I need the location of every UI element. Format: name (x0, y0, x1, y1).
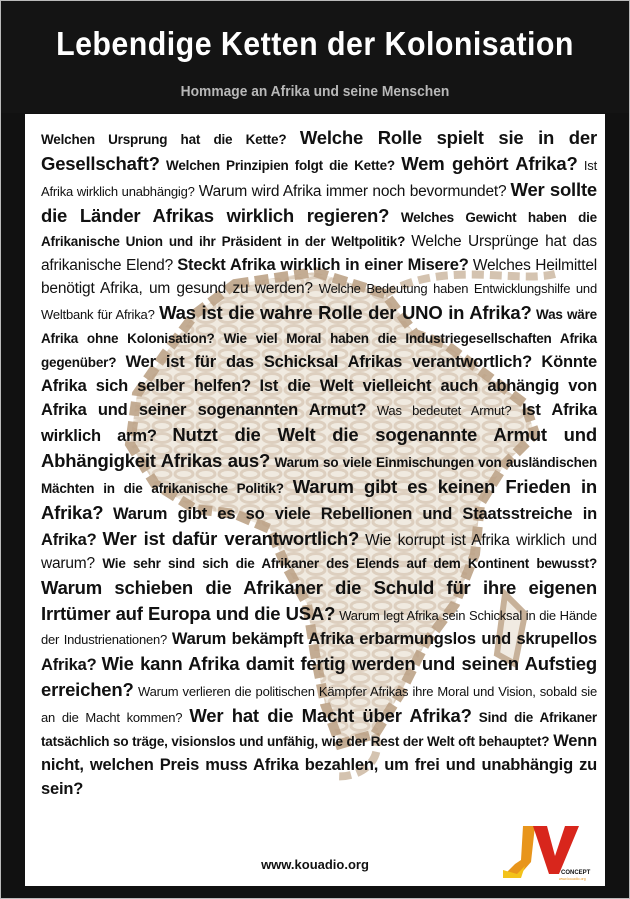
question-2: Welche Rolle spielt sie in der Gesellschaft? (41, 127, 597, 174)
question-31: Wie kann Afrika damit fertig werden und seinen Aufstieg erreichen? (41, 653, 597, 700)
logo-url: www.kouadio.org (559, 877, 586, 881)
question-23: Warum gibt es keinen Frieden in Afrika? (41, 475, 598, 523)
question-18: Ist die Welt vielleicht auch abhängig von Afrika und seiner sogenannten Armut? (41, 377, 597, 419)
question-34: Sind die Afrikaner tatsächlich so träge, visionslos und unfähig, wie der Rest der Welt oft behauptet? (41, 709, 597, 749)
page-title: Lebendige Ketten der Kolonisation (56, 25, 574, 62)
question-20: Ist Afrika wirklich arm? (41, 400, 597, 445)
question-12: Welche Bedeutung haben Entwicklungshilfe und Weltbank für Afrika? (41, 281, 597, 323)
question-28: Warum schieben die Afrikaner die Schuld für ihre eigenen Irrtümer auf Europa und die USA? (41, 577, 597, 625)
content-panel (25, 114, 605, 886)
question-text-block (41, 126, 597, 801)
question-33: Wer hat die Macht über Afrika? (189, 704, 472, 726)
question-6: Warum wird Afrika immer noch bevormundet? (198, 182, 507, 200)
question-24: Warum gibt es so viele Rebellionen und Staatsstreiche in Afrika? (41, 504, 597, 549)
question-26: Wie korrupt ist Afrika wirklich und warum? (41, 531, 597, 573)
question-7: Wer sollte die Länder Afrikas wirklich regieren? (41, 178, 597, 226)
question-32: Warum verlieren die politischen Kämpfer Afrikas ihre Moral und Vision, sobald sie an die Macht kommen? (41, 683, 597, 725)
question-1: Welchen Ursprung hat die Kette? (41, 132, 287, 147)
question-8: Welches Gewicht haben die Afrikanische Union und ihr Präsident in der Weltpolitik? (41, 209, 597, 249)
header (1, 1, 629, 113)
question-13: Was ist die wahre Rolle der UNO in Afrika? (159, 302, 532, 324)
question-21: Nutzt die Welt die sogenannte Armut und Abhängigkeit Afrikas aus? (41, 423, 597, 471)
question-9: Welche Ursprünge hat das afrikanische Elend? (41, 232, 597, 274)
question-29: Warum legt Afrika sein Schicksal in die Hände der Industrienationen? (41, 608, 597, 648)
jv-concept-logo-icon (495, 822, 591, 882)
question-3: Welchen Prinzipien folgt die Kette? (166, 157, 395, 173)
question-30: Warum bekämpft Afrika erbarmungslos und skrupellos Afrika? (41, 630, 597, 675)
question-16: Wer ist für das Schicksal Afrikas verantwortlich? (125, 353, 533, 372)
question-25: Wer ist dafür verantwortlich? (102, 527, 360, 549)
question-15: Wie viel Moral haben die Industriegesellschaften Afrika gegenüber? (41, 331, 597, 371)
question-4: Wem gehört Afrika? (401, 152, 578, 174)
question-19: Was bedeutet Armut? (376, 402, 512, 418)
question-35: Wenn nicht, welchen Preis muss Afrika bezahlen, um frei und unabhängig zu sein? (41, 731, 597, 798)
logo-word: CONCEPT (561, 870, 591, 876)
page-subtitle: Hommage an Afrika und seine Menschen (180, 83, 450, 100)
question-14: Was wäre Afrika ohne Kolonisation? (41, 307, 597, 347)
question-10: Steckt Afrika wirklich in einer Misere? (177, 255, 469, 274)
question-27: Wie sehr sind sich die Afrikaner des Elends auf dem Kontinent bewusst? (102, 556, 597, 572)
question-11: Welches Heilmittel benötigt Afrika, um gesund zu werden? (41, 256, 597, 298)
question-5: Ist Afrika wirklich unabhängig? (41, 157, 597, 199)
website-url[interactable]: www.kouadio.org (261, 857, 369, 872)
question-22: Warum so viele Einmischungen von ausländischen Mächten in die afrikanische Politik? (41, 454, 597, 496)
question-17: Könnte Afrika sich selber helfen? (41, 353, 597, 396)
